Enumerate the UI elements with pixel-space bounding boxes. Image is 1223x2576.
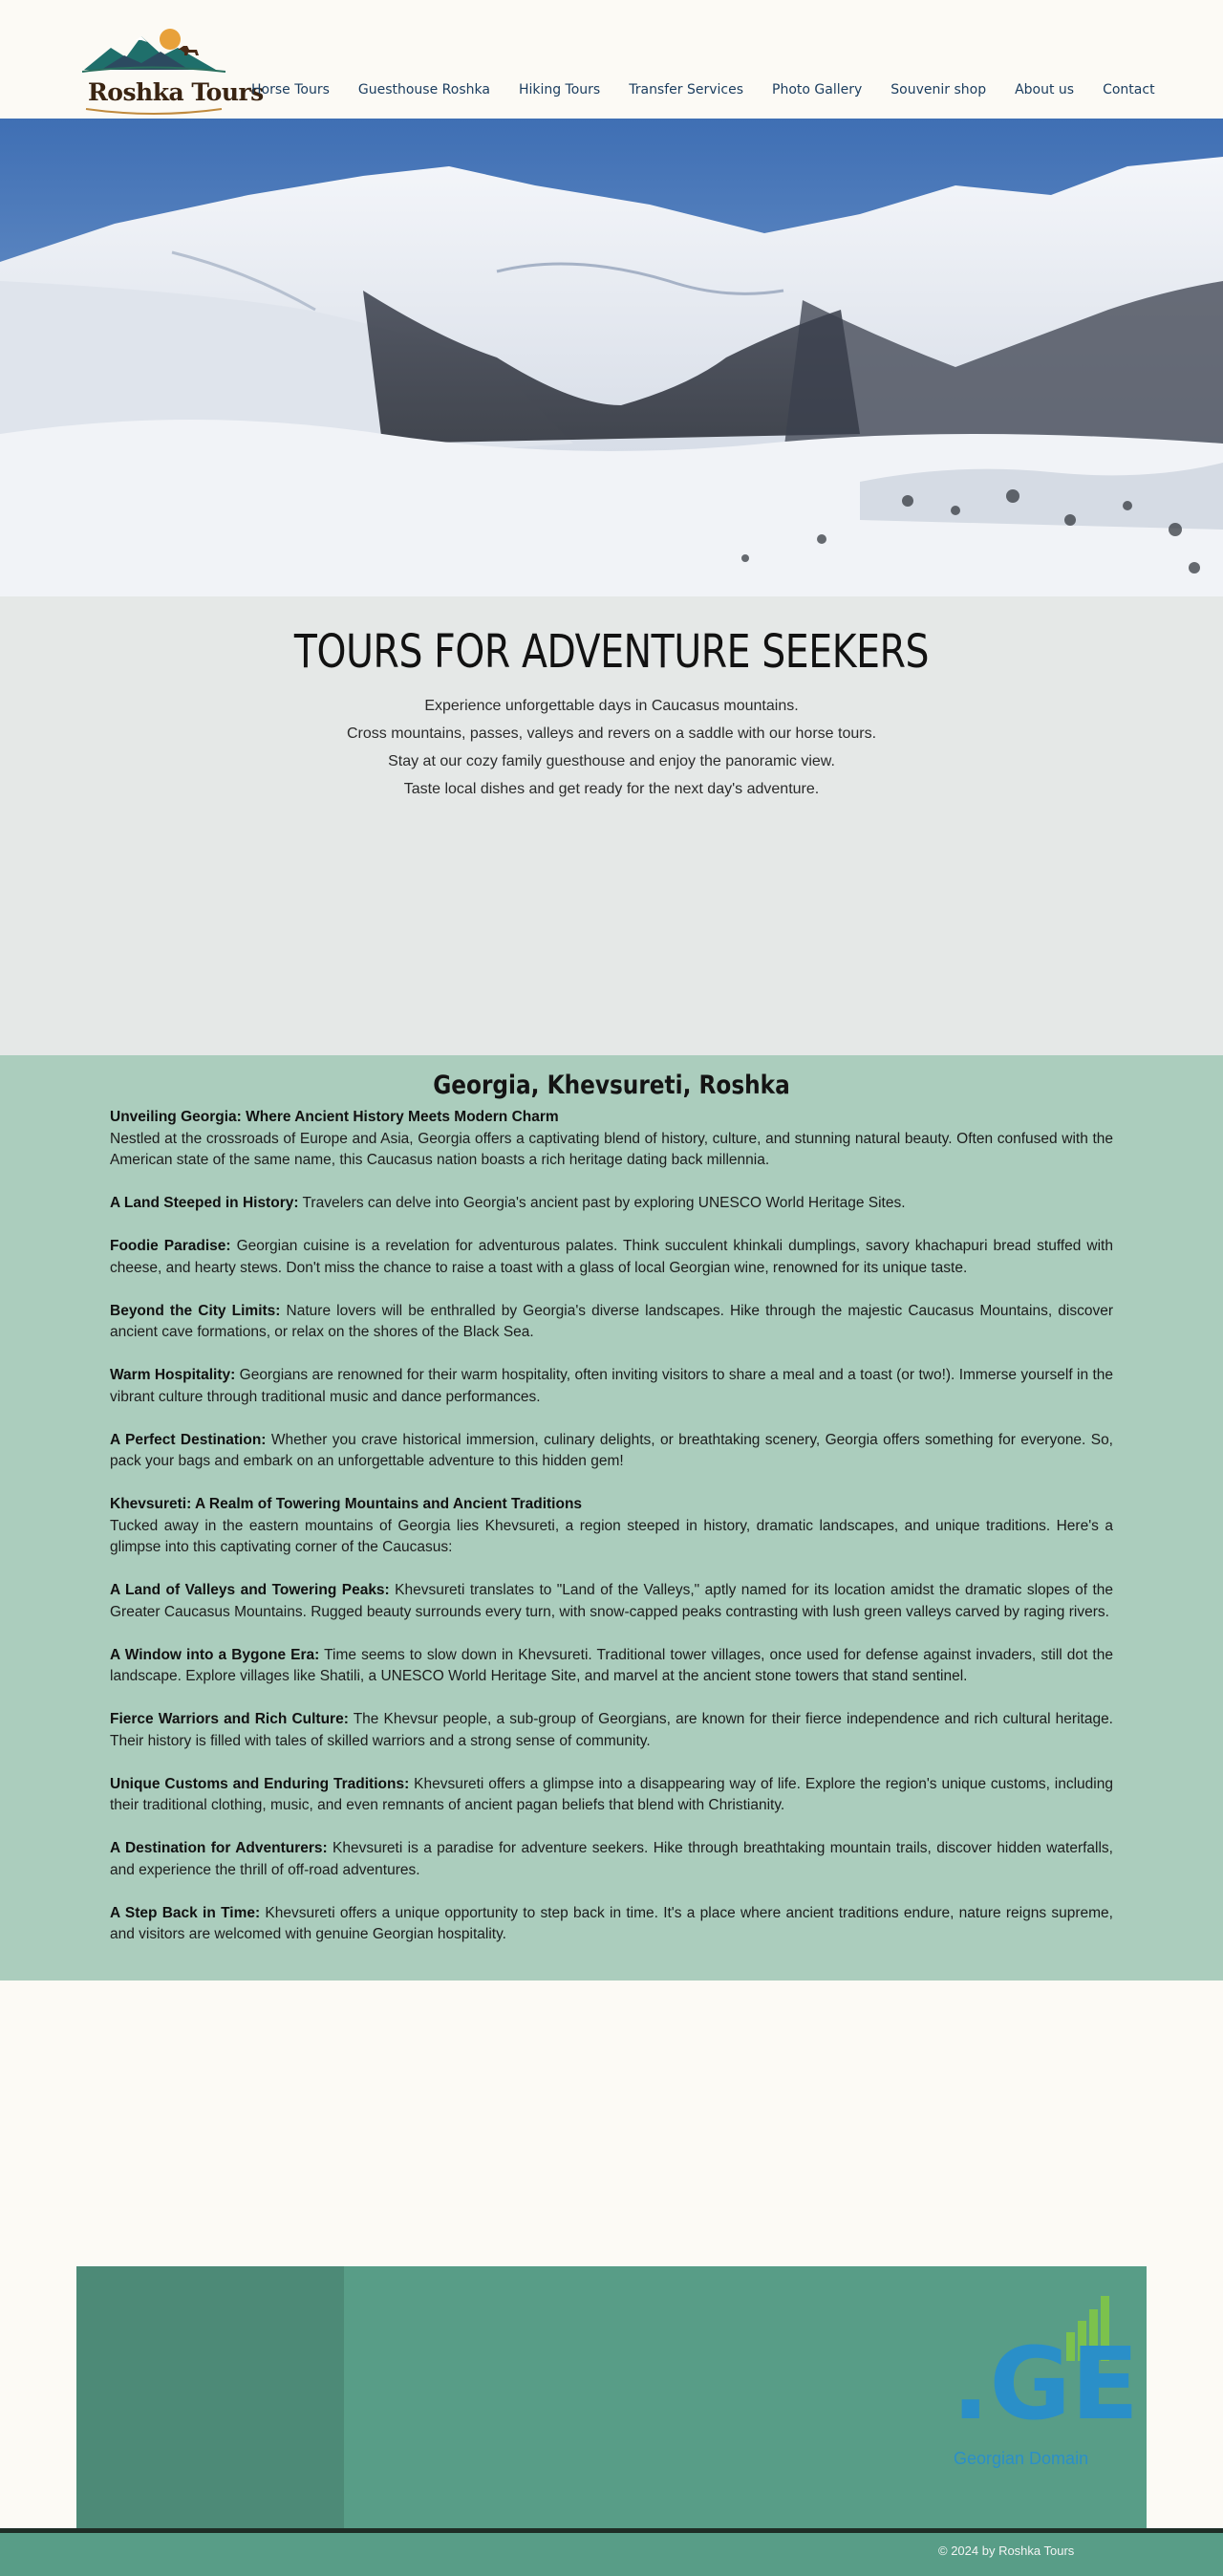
- article-paragraph: [110, 1645, 1113, 1688]
- point-text: Travelers can delve into Georgia's ancient past by exploring UNESCO World Heritage Sites.: [298, 1195, 906, 1211]
- mountain-logo-icon: [82, 27, 225, 84]
- intro-line: Cross mountains, passes, valleys and revers on a saddle with our horse tours.: [346, 725, 877, 742]
- page-title: TOURS FOR ADVENTURE SEEKERS: [293, 625, 930, 679]
- point-text: Whether you crave historical immersion, culinary delights, or breathtaking scenery, Georgia offers something for everyone. So, pack your bags and embark on an unforgettable adventure to this hidden gem!: [110, 1431, 1113, 1469]
- point-text: Time seems to slow down in Khevsureti. Traditional tower villages, once used for defense against invaders, still dot the landscape. Explore villages like Shatili, a UNESCO World Heritage Site, and marvel at the ancient stone towers that stand sentinel.: [110, 1646, 1113, 1684]
- nav-transfer-services[interactable]: Transfer Services: [629, 82, 744, 97]
- article-paragraph: [110, 1193, 1113, 1215]
- point-text: Georgians are renowned for their warm hospitality, often inviting visitors to share a meal and a toast (or two!). Immerse yourself in the vibrant culture through traditional music and dance performances.: [110, 1367, 1113, 1405]
- main-nav: [237, 82, 1169, 97]
- point-text: Khevsureti is a paradise for adventure seekers. Hike through breathtaking mountain trails, discover hidden waterfalls, and experience the thrill of off-road adventures.: [110, 1840, 1113, 1878]
- article-paragraph: [110, 1709, 1113, 1752]
- article-body: [110, 1107, 1113, 1946]
- article-paragraph: [110, 1107, 1113, 1172]
- footer-banner-panel: [76, 2266, 344, 2530]
- point-label: A Land Steeped in History:: [110, 1195, 299, 1211]
- point-label: A Destination for Adventurers:: [110, 1840, 328, 1856]
- point-label: A Perfect Destination:: [110, 1431, 267, 1448]
- article-paragraph: [110, 1903, 1113, 1946]
- nav-souvenir-shop[interactable]: Souvenir shop: [890, 82, 987, 97]
- article-paragraph: [110, 1365, 1113, 1408]
- site-header: [0, 0, 1223, 119]
- point-label: Unique Customs and Enduring Traditions:: [110, 1775, 410, 1792]
- logo-swoosh-icon: [82, 105, 225, 119]
- point-label: Foodie Paradise:: [110, 1238, 231, 1254]
- point-label: Beyond the City Limits:: [110, 1302, 281, 1319]
- point-text: Khevsureti offers a unique opportunity to step back in time. It's a place where ancient traditions endure, nature reigns supreme, and visitors are welcomed with genuine Georgian hospitality.: [110, 1904, 1113, 1942]
- intro-line: Stay at our cozy family guesthouse and enjoy the panoramic view.: [388, 753, 835, 769]
- paragraph-text: Tucked away in the eastern mountains of Georgia lies Khevsureti, a region steeped in history, dramatic landscapes, and unique traditions. Here's a glimpse into this captivating corner of the Caucasus:: [110, 1517, 1113, 1555]
- nav-horse-tours[interactable]: Horse Tours: [251, 82, 330, 97]
- snowy-mountains-image: [0, 119, 1223, 596]
- article-paragraph: [110, 1838, 1113, 1881]
- intro-line: Experience unforgettable days in Caucasus mountains.: [424, 698, 799, 714]
- article-paragraph: [110, 1236, 1113, 1279]
- ge-logo-icon: [952, 2292, 1143, 2455]
- copyright-text: © 2024 by Roshka Tours: [938, 2544, 1075, 2558]
- point-label: Fierce Warriors and Rich Culture:: [110, 1711, 349, 1727]
- georgia-article: [0, 1055, 1223, 1981]
- nav-hiking-tours[interactable]: Hiking Tours: [518, 82, 601, 97]
- point-text: Khevsureti offers a glimpse into a disappearing way of life. Explore the region's unique customs, including their traditional clothing, music, and even remnants of ancient pagan beliefs that blend with Christianity.: [110, 1775, 1113, 1813]
- point-label: Warm Hospitality:: [110, 1367, 236, 1383]
- point-text: The Khevsur people, a sub-group of Georgians, are known for their fierce independence and rich cultural heritage. Their history is filled with tales of skilled warriors and a strong sense of community.: [110, 1711, 1113, 1749]
- section-heading: Khevsureti: A Realm of Towering Mountains and Ancient Traditions: [110, 1496, 583, 1512]
- hero-image: [0, 119, 1223, 596]
- point-label: A Step Back in Time:: [110, 1904, 261, 1921]
- article-paragraph: [110, 1301, 1113, 1344]
- article-paragraph: [110, 1580, 1113, 1623]
- point-text: Khevsureti translates to "Land of the Valleys," aptly named for its location amidst the dramatic slopes of the Greater Caucasus Mountains. Rugged beauty surrounds every turn, with snow-capped peaks contrasting with lush green valleys carved by raging rivers.: [110, 1582, 1113, 1620]
- ge-logo-text: .GE: [952, 2326, 1139, 2442]
- intro-line: Taste local dishes and get ready for the next day's adventure.: [403, 781, 820, 797]
- intro-lines: [0, 692, 1223, 803]
- point-text: Nature lovers will be enthralled by Georgia's diverse landscapes. Hike through the majestic Caucasus Mountains, discover ancient cave formations, or relax on the shores of the Black Sea.: [110, 1302, 1113, 1340]
- section-heading: Unveiling Georgia: Where Ancient History Meets Modern Charm: [110, 1109, 559, 1125]
- intro-section: [0, 596, 1223, 1055]
- paragraph-text: Nestled at the crossroads of Europe and Asia, Georgia offers a captivating blend of history, culture, and stunning natural beauty. Often confused with the American state of the same name, this Caucasus nation boasts a rich heritage dating back millennia.: [110, 1130, 1113, 1168]
- point-label: A Window into a Bygone Era:: [110, 1646, 320, 1663]
- article-paragraph: [110, 1774, 1113, 1817]
- nav-contact[interactable]: Contact: [1103, 82, 1155, 97]
- nav-guesthouse-roshka[interactable]: Guesthouse Roshka: [357, 82, 490, 97]
- article-paragraph: [110, 1430, 1113, 1473]
- article-title: Georgia, Khevsureti, Roshka: [433, 1071, 790, 1100]
- ge-domain-text: Georgian Domain: [954, 2449, 1089, 2468]
- logo-text: Roshka Tours: [88, 78, 264, 106]
- nav-photo-gallery[interactable]: Photo Gallery: [772, 82, 863, 97]
- nav-about-us[interactable]: About us: [1015, 82, 1075, 97]
- point-text: Georgian cuisine is a revelation for adventurous palates. Think succulent khinkali dumplings, savory khachapuri bread stuffed with cheese, and hearty stews. Don't miss the chance to raise a toast with a glass of local Georgian wine, renowned for its unique taste.: [110, 1238, 1113, 1276]
- roshka-tours-logo[interactable]: [82, 27, 264, 113]
- article-paragraph: [110, 1494, 1113, 1559]
- point-label: A Land of Valleys and Towering Peaks:: [110, 1582, 390, 1598]
